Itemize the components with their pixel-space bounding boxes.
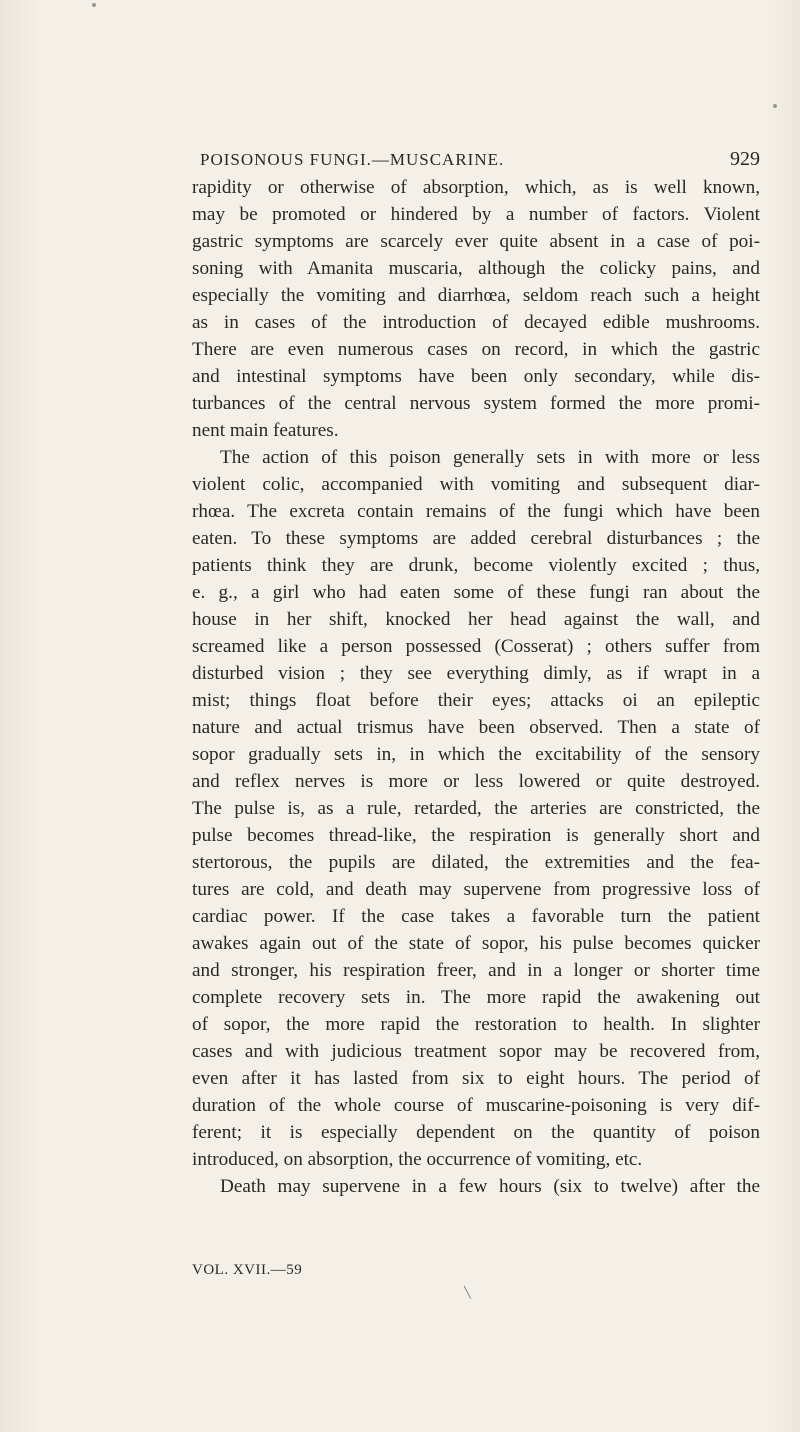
text-line: ferent; it is especially dependent on the quantity of poison [192, 1122, 760, 1143]
text-line: disturbed vision ; they see everything dimly, as if wrapt in a [192, 663, 760, 684]
text-line: introduced, on absorption, the occurrence of vomiting, etc. [192, 1149, 643, 1170]
page-number: 929 [730, 148, 760, 170]
paragraph-3 [192, 1173, 760, 1200]
text-line: Death may supervene in a few hours (six to twelve) after the [220, 1176, 760, 1197]
body-text [192, 174, 760, 1200]
paragraph-1 [192, 174, 760, 444]
text-line: nature and actual trismus have been observed. Then a state of [192, 717, 760, 738]
text-line: and reflex nerves is more or less lowered or quite destroyed. [192, 771, 760, 792]
text-line: e. g., a girl who had eaten some of these fungi ran about the [192, 582, 760, 603]
running-head: POISONOUS FUNGI.—MUSCARINE. [200, 150, 505, 169]
text-line: as in cases of the introduction of decayed edible mushrooms. [192, 312, 760, 333]
paper-spot [773, 104, 777, 108]
paragraph-2 [192, 444, 760, 1173]
text-line: tures are cold, and death may supervene from progressive loss of [192, 879, 760, 900]
text-line: sopor gradually sets in, in which the excitability of the sensory [192, 744, 760, 765]
text-line: house in her shift, knocked her head against the wall, and [192, 609, 760, 630]
text-line: pulse becomes thread-like, the respiration is generally short and [192, 825, 760, 846]
text-line: and intestinal symptoms have been only secondary, while dis- [192, 366, 760, 387]
text-line: rapidity or otherwise of absorption, which, as is well known, [192, 177, 760, 198]
text-line: duration of the whole course of muscarine-poisoning is very dif- [192, 1095, 760, 1116]
text-line: even after it has lasted from six to eight hours. The period of [192, 1068, 760, 1089]
text-line: patients think they are drunk, become violently excited ; thus, [192, 555, 760, 576]
paper-spot [92, 3, 96, 7]
text-line: screamed like a person possessed (Cosserat) ; others suffer from [192, 636, 760, 657]
text-line: cases and with judicious treatment sopor may be recovered from, [192, 1041, 760, 1062]
text-line: cardiac power. If the case takes a favorable turn the patient [192, 906, 760, 927]
text-line: awakes again out of the state of sopor, his pulse becomes quicker [192, 933, 760, 954]
text-line: The action of this poison generally sets in with more or less [220, 447, 760, 468]
text-line: and stronger, his respiration freer, and in a longer or shorter time [192, 960, 760, 981]
text-line: of sopor, the more rapid the restoration to health. In slighter [192, 1014, 760, 1035]
text-line: eaten. To these symptoms are added cerebral disturbances ; the [192, 528, 760, 549]
text-line: especially the vomiting and diarrhœa, seldom reach such a height [192, 285, 760, 306]
text-line: violent colic, accompanied with vomiting and subsequent diar- [192, 474, 760, 495]
text-line: There are even numerous cases on record, in which the gastric [192, 339, 760, 360]
text-line: stertorous, the pupils are dilated, the extremities and the fea- [192, 852, 760, 873]
text-line: rhœa. The excreta contain remains of the fungi which have been [192, 501, 760, 522]
text-line: nent main features. [192, 420, 339, 441]
text-line: The pulse is, as a rule, retarded, the arteries are constricted, the [192, 798, 760, 819]
signature-mark: VOL. XVII.—59 [192, 1262, 303, 1278]
text-line: may be promoted or hindered by a number of factors. Violent [192, 204, 760, 225]
text-line: turbances of the central nervous system formed the more promi- [192, 393, 760, 414]
text-line: mist; things float before their eyes; attacks oi an epileptic [192, 690, 760, 711]
text-line: complete recovery sets in. The more rapid the awakening out [192, 987, 760, 1008]
text-line: soning with Amanita muscaria, although the colicky pains, and [192, 258, 760, 279]
page-header [200, 150, 760, 174]
printer-tick-mark: ╲ [464, 1286, 471, 1299]
text-line: gastric symptoms are scarcely ever quite absent in a case of poi- [192, 231, 760, 252]
